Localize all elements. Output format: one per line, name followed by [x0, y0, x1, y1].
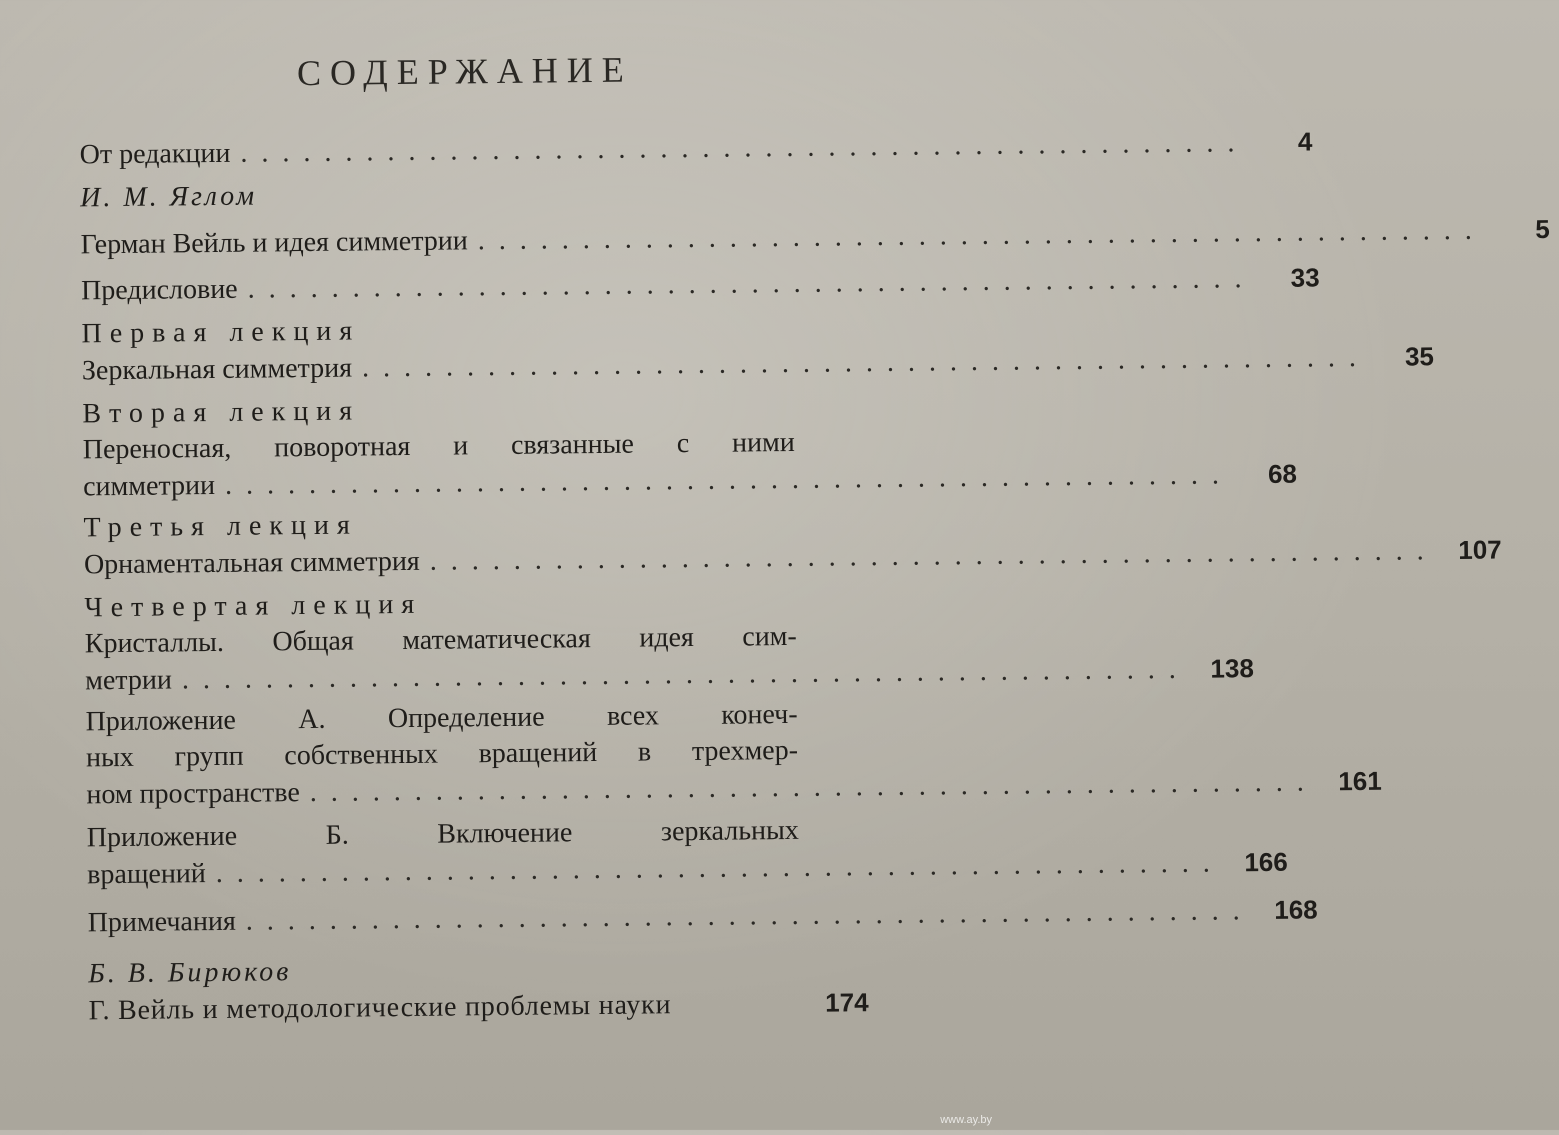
- toc-entry-preface: [80, 262, 1320, 308]
- leader-dots: ................................................: [245, 895, 1254, 937]
- toc-entry-text: симметрии: [82, 469, 216, 503]
- leader-dots: ................................................: [429, 535, 1438, 577]
- toc-entry-text: вращений: [87, 858, 206, 891]
- toc-entry-lecture-2: [82, 388, 1298, 504]
- toc-page-number: 174: [825, 987, 869, 1018]
- toc-entry-text: Г. Вейль и методологические проблемы науки: [88, 989, 672, 1027]
- toc-entry-text: Орнаментальная симметрия: [83, 545, 420, 581]
- toc-entry-weyl-symmetry: [80, 213, 1550, 262]
- toc-entry-appendix-b: [86, 812, 1288, 892]
- leader-dots: ................................................: [361, 341, 1371, 384]
- toc-entry-text-line: ных групп собственных вращений в трехмер-: [85, 734, 799, 774]
- toc-author-yaglom: [80, 172, 860, 216]
- toc-page-number: 138: [1210, 653, 1254, 684]
- page-title: СОДЕРЖАНИЕ: [296, 49, 633, 94]
- toc-entry-text: От редакции: [79, 137, 231, 171]
- toc-page-number: 107: [1458, 534, 1502, 565]
- leader-dots: ................................................: [247, 263, 1256, 305]
- leader-dots: ................................................: [309, 766, 1318, 809]
- leader-dots: ................................................: [181, 653, 1190, 696]
- author-name: Б. В. Бирюков: [88, 956, 292, 990]
- toc-entry-text-line: Кристаллы. Общая математическая идея сим-: [84, 620, 797, 660]
- toc-entry-text: метрии: [85, 664, 173, 697]
- author-name: И. М. Яглом: [79, 180, 258, 214]
- toc-entry-text: Примечания: [87, 905, 236, 939]
- toc-entry-appendix-a: [85, 696, 1382, 812]
- toc-page-number: 168: [1274, 894, 1318, 925]
- toc-entry-lecture-1: [81, 308, 1435, 388]
- leader-dots: ................................................: [477, 214, 1486, 257]
- toc-page-number: 5: [1535, 213, 1550, 245]
- lecture-heading: Третья лекция: [83, 509, 358, 544]
- toc-entry-text: Герман Вейль и идея симметрии: [80, 225, 468, 261]
- leader-dots: ................................................: [224, 459, 1234, 501]
- toc-entry-text-line: Приложение Б. Включение зеркальных: [86, 814, 799, 854]
- lecture-heading: Первая лекция: [81, 315, 361, 350]
- toc-entry-text: Предисловие: [80, 273, 238, 307]
- toc-page-number: 4: [1297, 126, 1313, 157]
- spacer: [671, 1012, 808, 1013]
- toc-page-number: 161: [1338, 765, 1382, 797]
- toc-entry-lecture-3: [83, 502, 1502, 582]
- toc-page-number: 35: [1404, 341, 1435, 372]
- toc-entry-editorial: [79, 126, 1313, 172]
- toc-page-number: 166: [1244, 846, 1288, 878]
- lecture-heading: Четвертая лекция: [84, 588, 423, 624]
- toc-entry-text-line: Переносная, поворотная и связанные с ними: [82, 426, 795, 466]
- toc-entry-notes: [87, 894, 1318, 940]
- leader-dots: ................................................: [240, 127, 1249, 169]
- toc-entry-lecture-4: [84, 582, 1254, 698]
- toc-page-number: 68: [1267, 458, 1298, 489]
- toc-entry-text: Зеркальная симметрия: [81, 352, 353, 387]
- toc-entry-methodology: [88, 984, 868, 1028]
- watermark-text: www.ay.by: [940, 1114, 992, 1126]
- toc-page-number: 33: [1290, 262, 1320, 293]
- toc-entry-text: ном пространстве: [86, 777, 300, 811]
- leader-dots: ................................................: [215, 847, 1224, 889]
- lecture-heading: Вторая лекция: [82, 395, 361, 430]
- toc-entry-text-line: Приложение А. Определение всех конеч-: [85, 698, 798, 738]
